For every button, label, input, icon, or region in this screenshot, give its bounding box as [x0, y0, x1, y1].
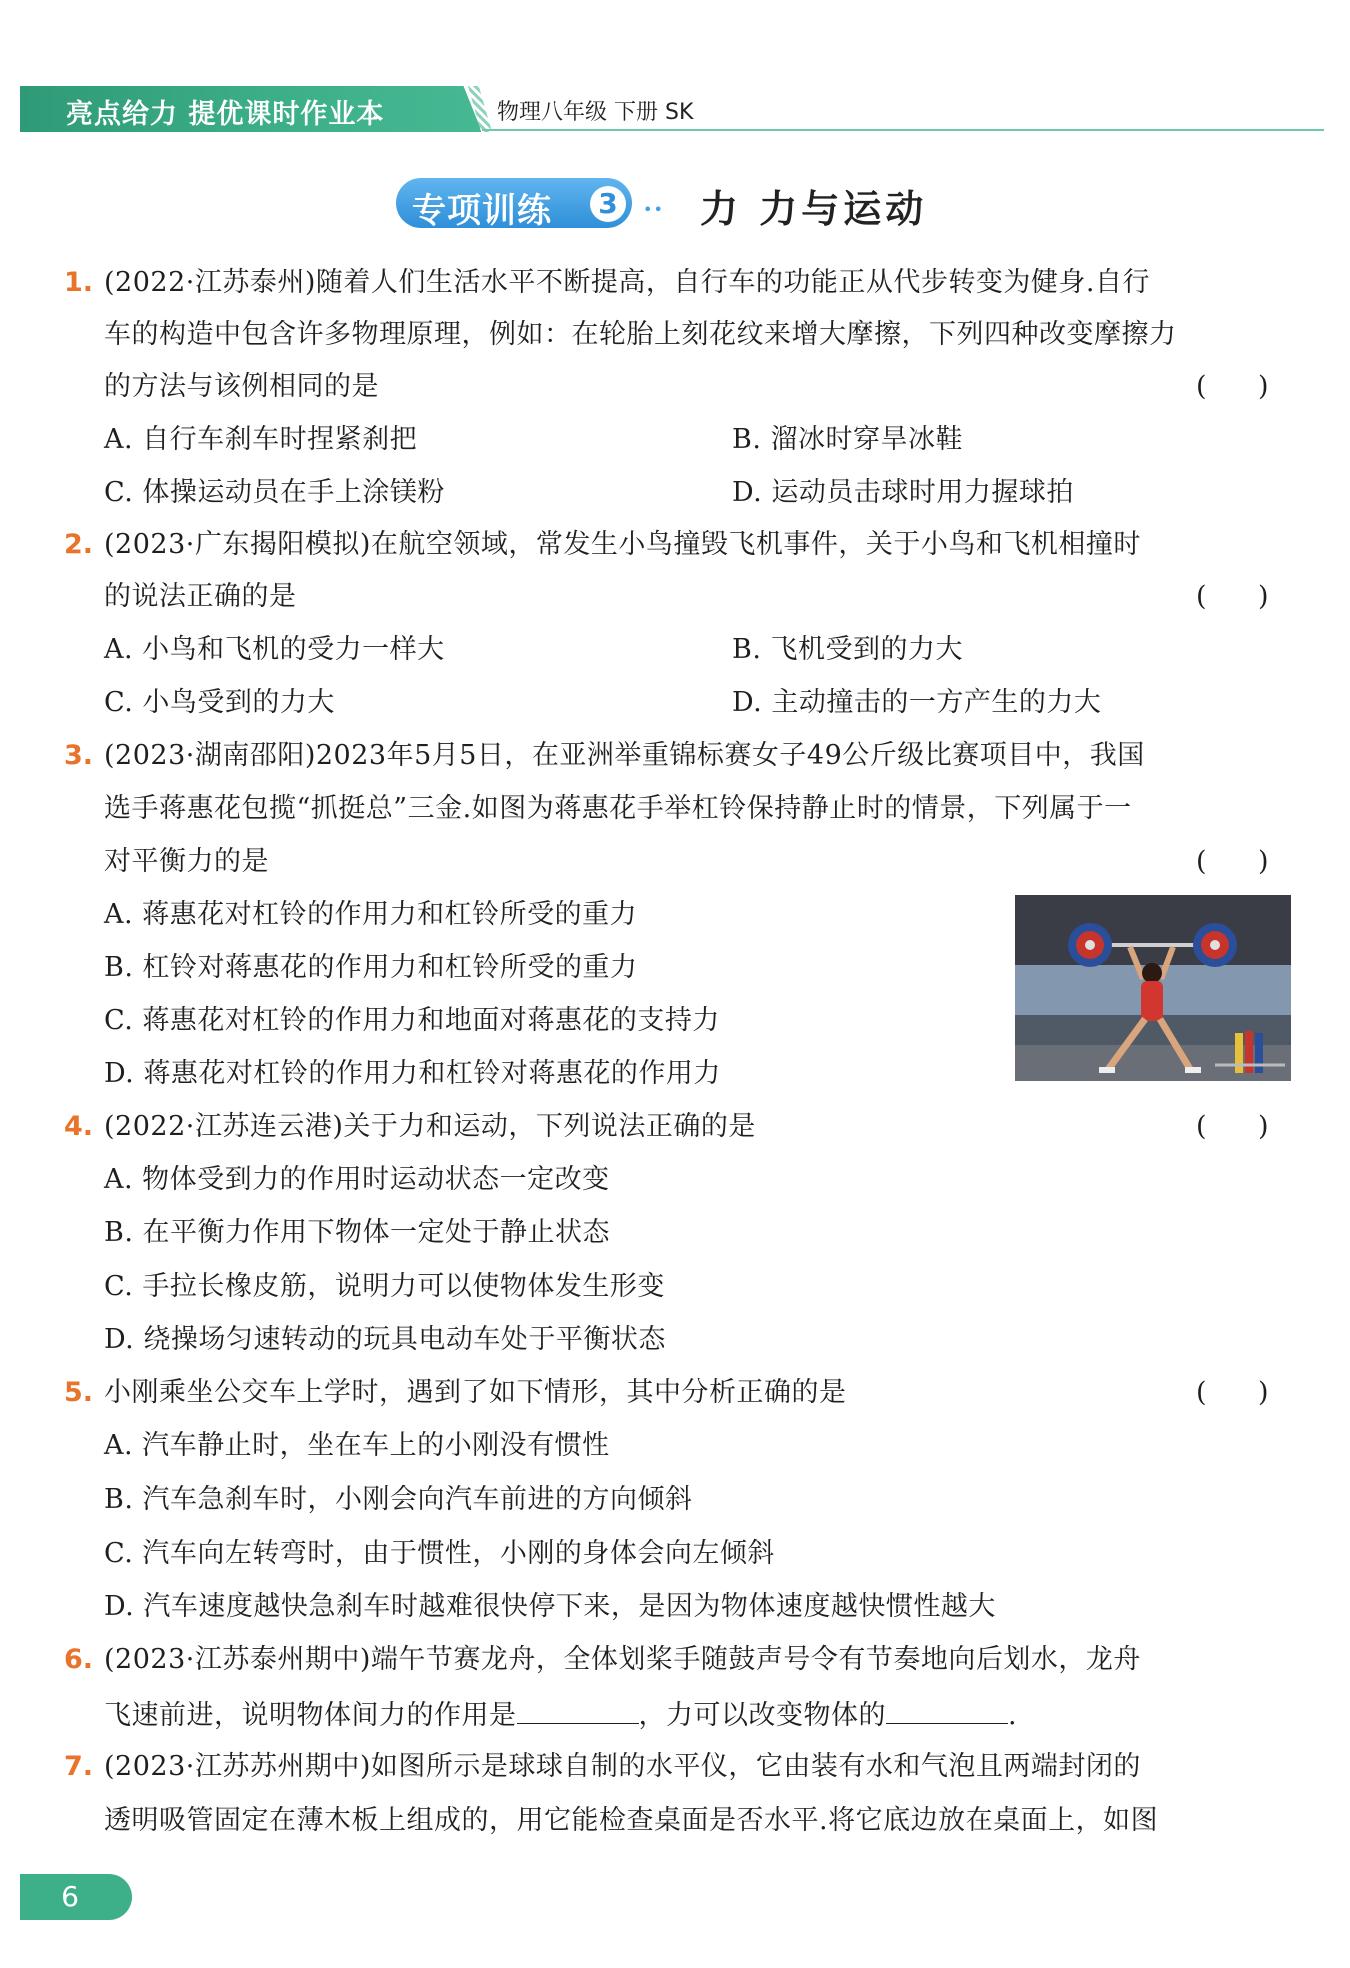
question-text: 的说法正确的是 — [104, 581, 297, 612]
question-text: (2023·广东揭阳模拟)在航空领域，常发生小鸟撞毁飞机事件，关于小鸟和飞机相撞时 — [104, 529, 1141, 560]
option-b: B. 溜冰时穿旱冰鞋 — [732, 424, 964, 455]
option-c: C. 体操运动员在手上涂镁粉 — [104, 477, 445, 508]
question-number: 5. — [64, 1377, 94, 1408]
option-b: B. 汽车急刹车时，小刚会向汽车前进的方向倾斜 — [104, 1484, 693, 1515]
option-c: C. 汽车向左转弯时，由于惯性，小刚的身体会向左倾斜 — [104, 1538, 775, 1569]
question-text: . — [1008, 1700, 1018, 1731]
answer-blank[interactable] — [517, 1697, 639, 1724]
question-text: (2022·江苏泰州)随着人们生活水平不断提高，自行车的功能正从代步转变为健身.自行 — [104, 267, 1150, 298]
section-badge-text: 专项训练 — [412, 191, 552, 231]
question-text: 选手蒋惠花包揽“抓挺总”三金.如图为蒋惠花手举杠铃保持静止时的情景，下列属于一 — [104, 793, 1132, 824]
page-number: 6 — [61, 1880, 79, 1913]
option-d: D. 运动员击球时用力握球拍 — [732, 477, 1074, 508]
option-d: D. 汽车速度越快急刹车时越难很快停下来，是因为物体速度越快惯性越大 — [104, 1591, 996, 1622]
section-badge-number: 3 — [590, 186, 626, 222]
option-d: D. 主动撞击的一方产生的力大 — [732, 687, 1102, 718]
option-c: C. 小鸟受到的力大 — [104, 687, 335, 718]
option-a: A. 自行车刹车时捏紧刹把 — [104, 424, 418, 455]
option-a: A. 物体受到力的作用时运动状态一定改变 — [104, 1164, 610, 1195]
option-b: B. 杠铃对蒋惠花的作用力和杠铃所受的重力 — [104, 952, 638, 983]
option-d: D. 绕操场匀速转动的玩具电动车处于平衡状态 — [104, 1324, 666, 1355]
question-text: 透明吸管固定在薄木板上组成的，用它能检查桌面是否水平.将它底边放在桌面上，如图 — [104, 1805, 1159, 1836]
question-number: 2. — [64, 529, 94, 560]
question-text: 对平衡力的是 — [104, 846, 269, 877]
answer-parentheses: ( ) — [1196, 371, 1269, 402]
answer-parentheses: ( ) — [1196, 1377, 1269, 1408]
option-c: C. 手拉长橡皮筋，说明力可以使物体发生形变 — [104, 1271, 665, 1302]
question-number: 4. — [64, 1111, 94, 1142]
answer-blank[interactable] — [886, 1697, 1008, 1724]
title-dots: •• — [643, 200, 664, 219]
question-text: 的方法与该例相同的是 — [104, 371, 379, 402]
question-text: 车的构造中包含许多物理原理，例如：在轮胎上刻花纹来增大摩擦，下列四种改变摩擦力 — [104, 319, 1177, 350]
option-b: B. 飞机受到的力大 — [732, 634, 964, 665]
course-info: 物理八年级 下册 SK — [497, 100, 694, 125]
question-number: 1. — [64, 267, 94, 298]
header-rule — [482, 129, 1324, 131]
answer-parentheses: ( ) — [1196, 581, 1269, 612]
question-text: (2022·江苏连云港)关于力和运动，下列说法正确的是 — [104, 1111, 756, 1142]
question-text: (2023·江苏苏州期中)如图所示是球球自制的水平仪，它由装有水和气泡且两端封闭的 — [104, 1751, 1141, 1782]
option-a: A. 汽车静止时，坐在车上的小刚没有惯性 — [104, 1430, 610, 1461]
option-a: A. 小鸟和飞机的受力一样大 — [104, 634, 445, 665]
page-title: 力 力与运动 — [700, 186, 928, 231]
option-c: C. 蒋惠花对杠铃的作用力和地面对蒋惠花的支持力 — [104, 1005, 720, 1036]
question-number: 7. — [64, 1751, 94, 1782]
question-text: (2023·江苏泰州期中)端午节赛龙舟，全体划桨手随鼓声号令有节奏地向后划水，龙舟 — [104, 1644, 1141, 1675]
question-text: (2023·湖南邵阳)2023年5月5日，在亚洲举重锦标赛女子49公斤级比赛项目中，我国 — [104, 740, 1145, 771]
question-text: 飞速前进，说明物体间力的作用是 — [104, 1700, 517, 1731]
weightlifter-photo-icon — [1015, 895, 1291, 1081]
option-b: B. 在平衡力作用下物体一定处于静止状态 — [104, 1217, 611, 1248]
question-text: 小刚乘坐公交车上学时，遇到了如下情形，其中分析正确的是 — [104, 1377, 847, 1408]
question-number: 3. — [64, 740, 94, 771]
answer-parentheses: ( ) — [1196, 1111, 1269, 1142]
question-text: ，力可以改变物体的 — [638, 1700, 886, 1731]
question-fill-line — [104, 1697, 1017, 1733]
brand-title: 亮点给力 提优课时作业本 — [66, 99, 385, 130]
answer-parentheses: ( ) — [1196, 846, 1269, 877]
option-a: A. 蒋惠花对杠铃的作用力和杠铃所受的重力 — [104, 899, 638, 930]
option-d: D. 蒋惠花对杠铃的作用力和杠铃对蒋惠花的作用力 — [104, 1058, 721, 1089]
weightlifter-photo — [1015, 895, 1291, 1081]
question-number: 6. — [64, 1644, 94, 1675]
